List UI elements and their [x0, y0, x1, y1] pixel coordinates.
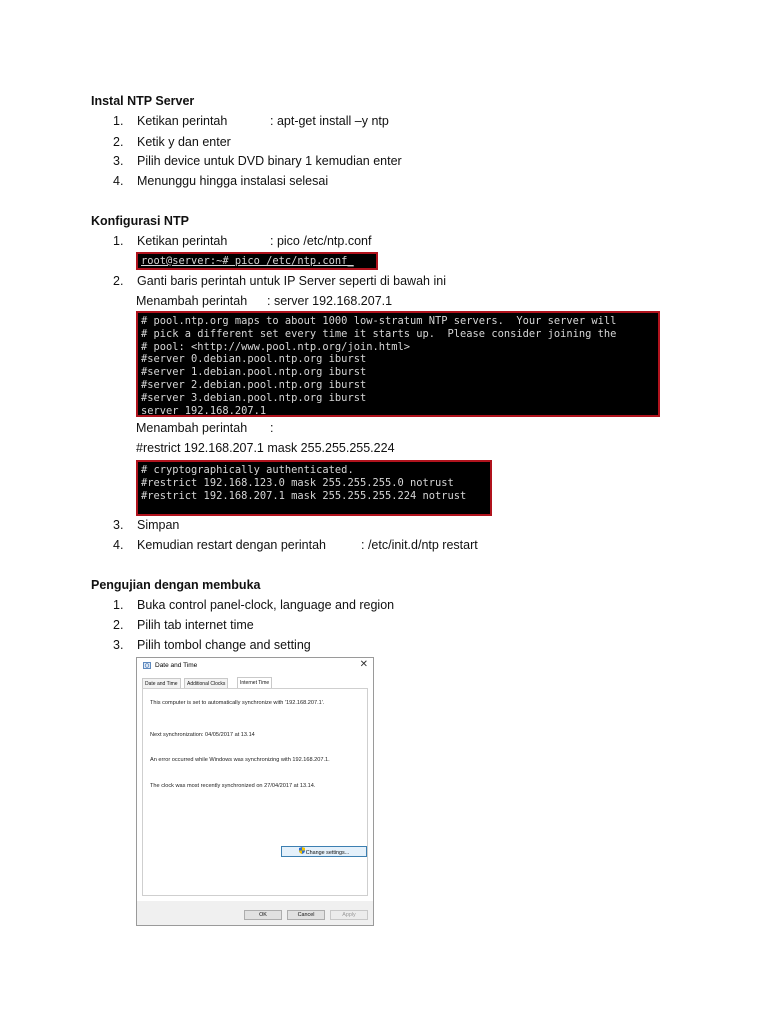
- terminal-line: #restrict 192.168.123.0 mask 255.255.255.0 notrust: [141, 476, 454, 489]
- list-number: 2.: [113, 618, 124, 632]
- clock-icon: [143, 661, 151, 669]
- add-command-label: Menambah perintah: [136, 294, 248, 308]
- cancel-button[interactable]: Cancel: [287, 910, 325, 920]
- list-text: Simpan: [137, 518, 180, 532]
- list-number: 4.: [113, 174, 124, 188]
- list-item: [113, 135, 231, 149]
- terminal-line: # pool: <http://www.pool.ntp.org/join.html>: [141, 340, 410, 353]
- close-icon[interactable]: ✕: [359, 659, 368, 670]
- terminal-line: #server 3.debian.pool.ntp.org iburst: [141, 391, 367, 404]
- list-item: [113, 518, 179, 532]
- list-number: 2.: [113, 274, 124, 288]
- terminal-screenshot-ntp-conf: [136, 311, 660, 417]
- add-command-label: Menambah perintah: [136, 421, 248, 435]
- list-number: 3.: [113, 154, 124, 168]
- terminal-line: # pool.ntp.org maps to about 1000 low-stratum NTP servers. Your server will: [141, 315, 617, 327]
- list-text: Pilih device untuk DVD binary 1 kemudian enter: [137, 154, 402, 168]
- list-item: [113, 274, 446, 288]
- ok-button[interactable]: OK: [244, 910, 282, 920]
- list-number: 2.: [113, 135, 124, 149]
- dialog-button-bar: [137, 901, 373, 925]
- terminal-line: #server 0.debian.pool.ntp.org iburst: [141, 353, 367, 366]
- list-item: [113, 174, 328, 188]
- list-number: 1.: [113, 234, 124, 248]
- dialog-titlebar: [137, 658, 373, 674]
- date-time-dialog: [136, 657, 374, 926]
- add-command-value: #restrict 192.168.207.1 mask 255.255.255.224: [136, 441, 395, 455]
- list-text: Pilih tab internet time: [137, 618, 254, 632]
- terminal-line: # pick a different set every time it starts up. Please consider joining the: [141, 327, 617, 340]
- terminal-line: # cryptographically authenticated.: [141, 464, 354, 476]
- list-item: [113, 638, 311, 652]
- internet-time-panel: [142, 688, 368, 896]
- sync-error-text: An error occurred while Windows was synchronizing with 192.168.207.1.: [150, 757, 330, 763]
- list-text: Menunggu hingga instalasi selesai: [137, 174, 329, 188]
- section-heading-install: Instal NTP Server: [91, 94, 195, 108]
- list-number: 3.: [113, 518, 124, 532]
- list-number: 1.: [113, 114, 124, 128]
- dialog-title: Date and Time: [155, 662, 198, 669]
- list-text: Ketikan perintah: [137, 234, 228, 248]
- list-item: [113, 154, 402, 168]
- terminal-line: #server 1.debian.pool.ntp.org iburst: [141, 366, 367, 379]
- tab-internet-time[interactable]: Internet Time: [237, 677, 272, 688]
- uac-shield-icon: [299, 847, 305, 858]
- list-item: [113, 538, 326, 552]
- last-sync-text: The clock was most recently synchronized on 27/04/2017 at 13.14.: [150, 783, 316, 789]
- list-text: Kemudian restart dengan perintah: [137, 538, 327, 552]
- terminal-line: server 192.168.207.1: [141, 404, 267, 417]
- list-number: 1.: [113, 598, 124, 612]
- command-value: : /etc/init.d/ntp restart: [361, 538, 478, 552]
- list-text: Ketik y dan enter: [137, 135, 231, 149]
- terminal-line: root@server:~# pico /etc/ntp.conf_: [141, 255, 354, 267]
- terminal-line: #server 2.debian.pool.ntp.org iburst: [141, 378, 367, 391]
- apply-button[interactable]: Apply: [330, 910, 368, 920]
- section-heading-config: Konfigurasi NTP: [91, 214, 189, 228]
- list-item: [113, 114, 227, 128]
- add-command-value: : server 192.168.207.1: [267, 294, 393, 308]
- list-number: 3.: [113, 638, 124, 652]
- list-text: Buka control panel-clock, language and region: [137, 598, 395, 612]
- next-sync-text: Next synchronization: 04/05/2017 at 13.14: [150, 732, 255, 738]
- add-command-colon: :: [270, 421, 274, 435]
- list-item: [113, 618, 254, 632]
- terminal-line: #restrict 192.168.207.1 mask 255.255.255.224 notrust: [141, 489, 467, 502]
- terminal-screenshot-pico: [136, 252, 378, 270]
- section-heading-testing: Pengujian dengan membuka: [91, 578, 261, 592]
- list-number: 4.: [113, 538, 124, 552]
- tab-additional-clocks[interactable]: Additional Clocks: [184, 678, 228, 688]
- list-text: Ganti baris perintah untuk IP Server seperti di bawah ini: [137, 274, 446, 288]
- sync-status-text: This computer is set to automatically synchronize with '192.168.207.1'.: [150, 700, 325, 706]
- command-value: : apt-get install –y ntp: [270, 114, 389, 128]
- change-settings-button[interactable]: [281, 846, 367, 857]
- list-text: Ketikan perintah: [137, 114, 228, 128]
- list-item: [113, 598, 394, 612]
- tab-date-and-time[interactable]: Date and Time: [142, 678, 181, 688]
- command-value: : pico /etc/ntp.conf: [270, 234, 372, 248]
- list-item: [113, 234, 227, 248]
- list-text: Pilih tombol change and setting: [137, 638, 311, 652]
- terminal-screenshot-restrict: [136, 460, 492, 516]
- change-settings-label: Change settings...: [305, 849, 350, 856]
